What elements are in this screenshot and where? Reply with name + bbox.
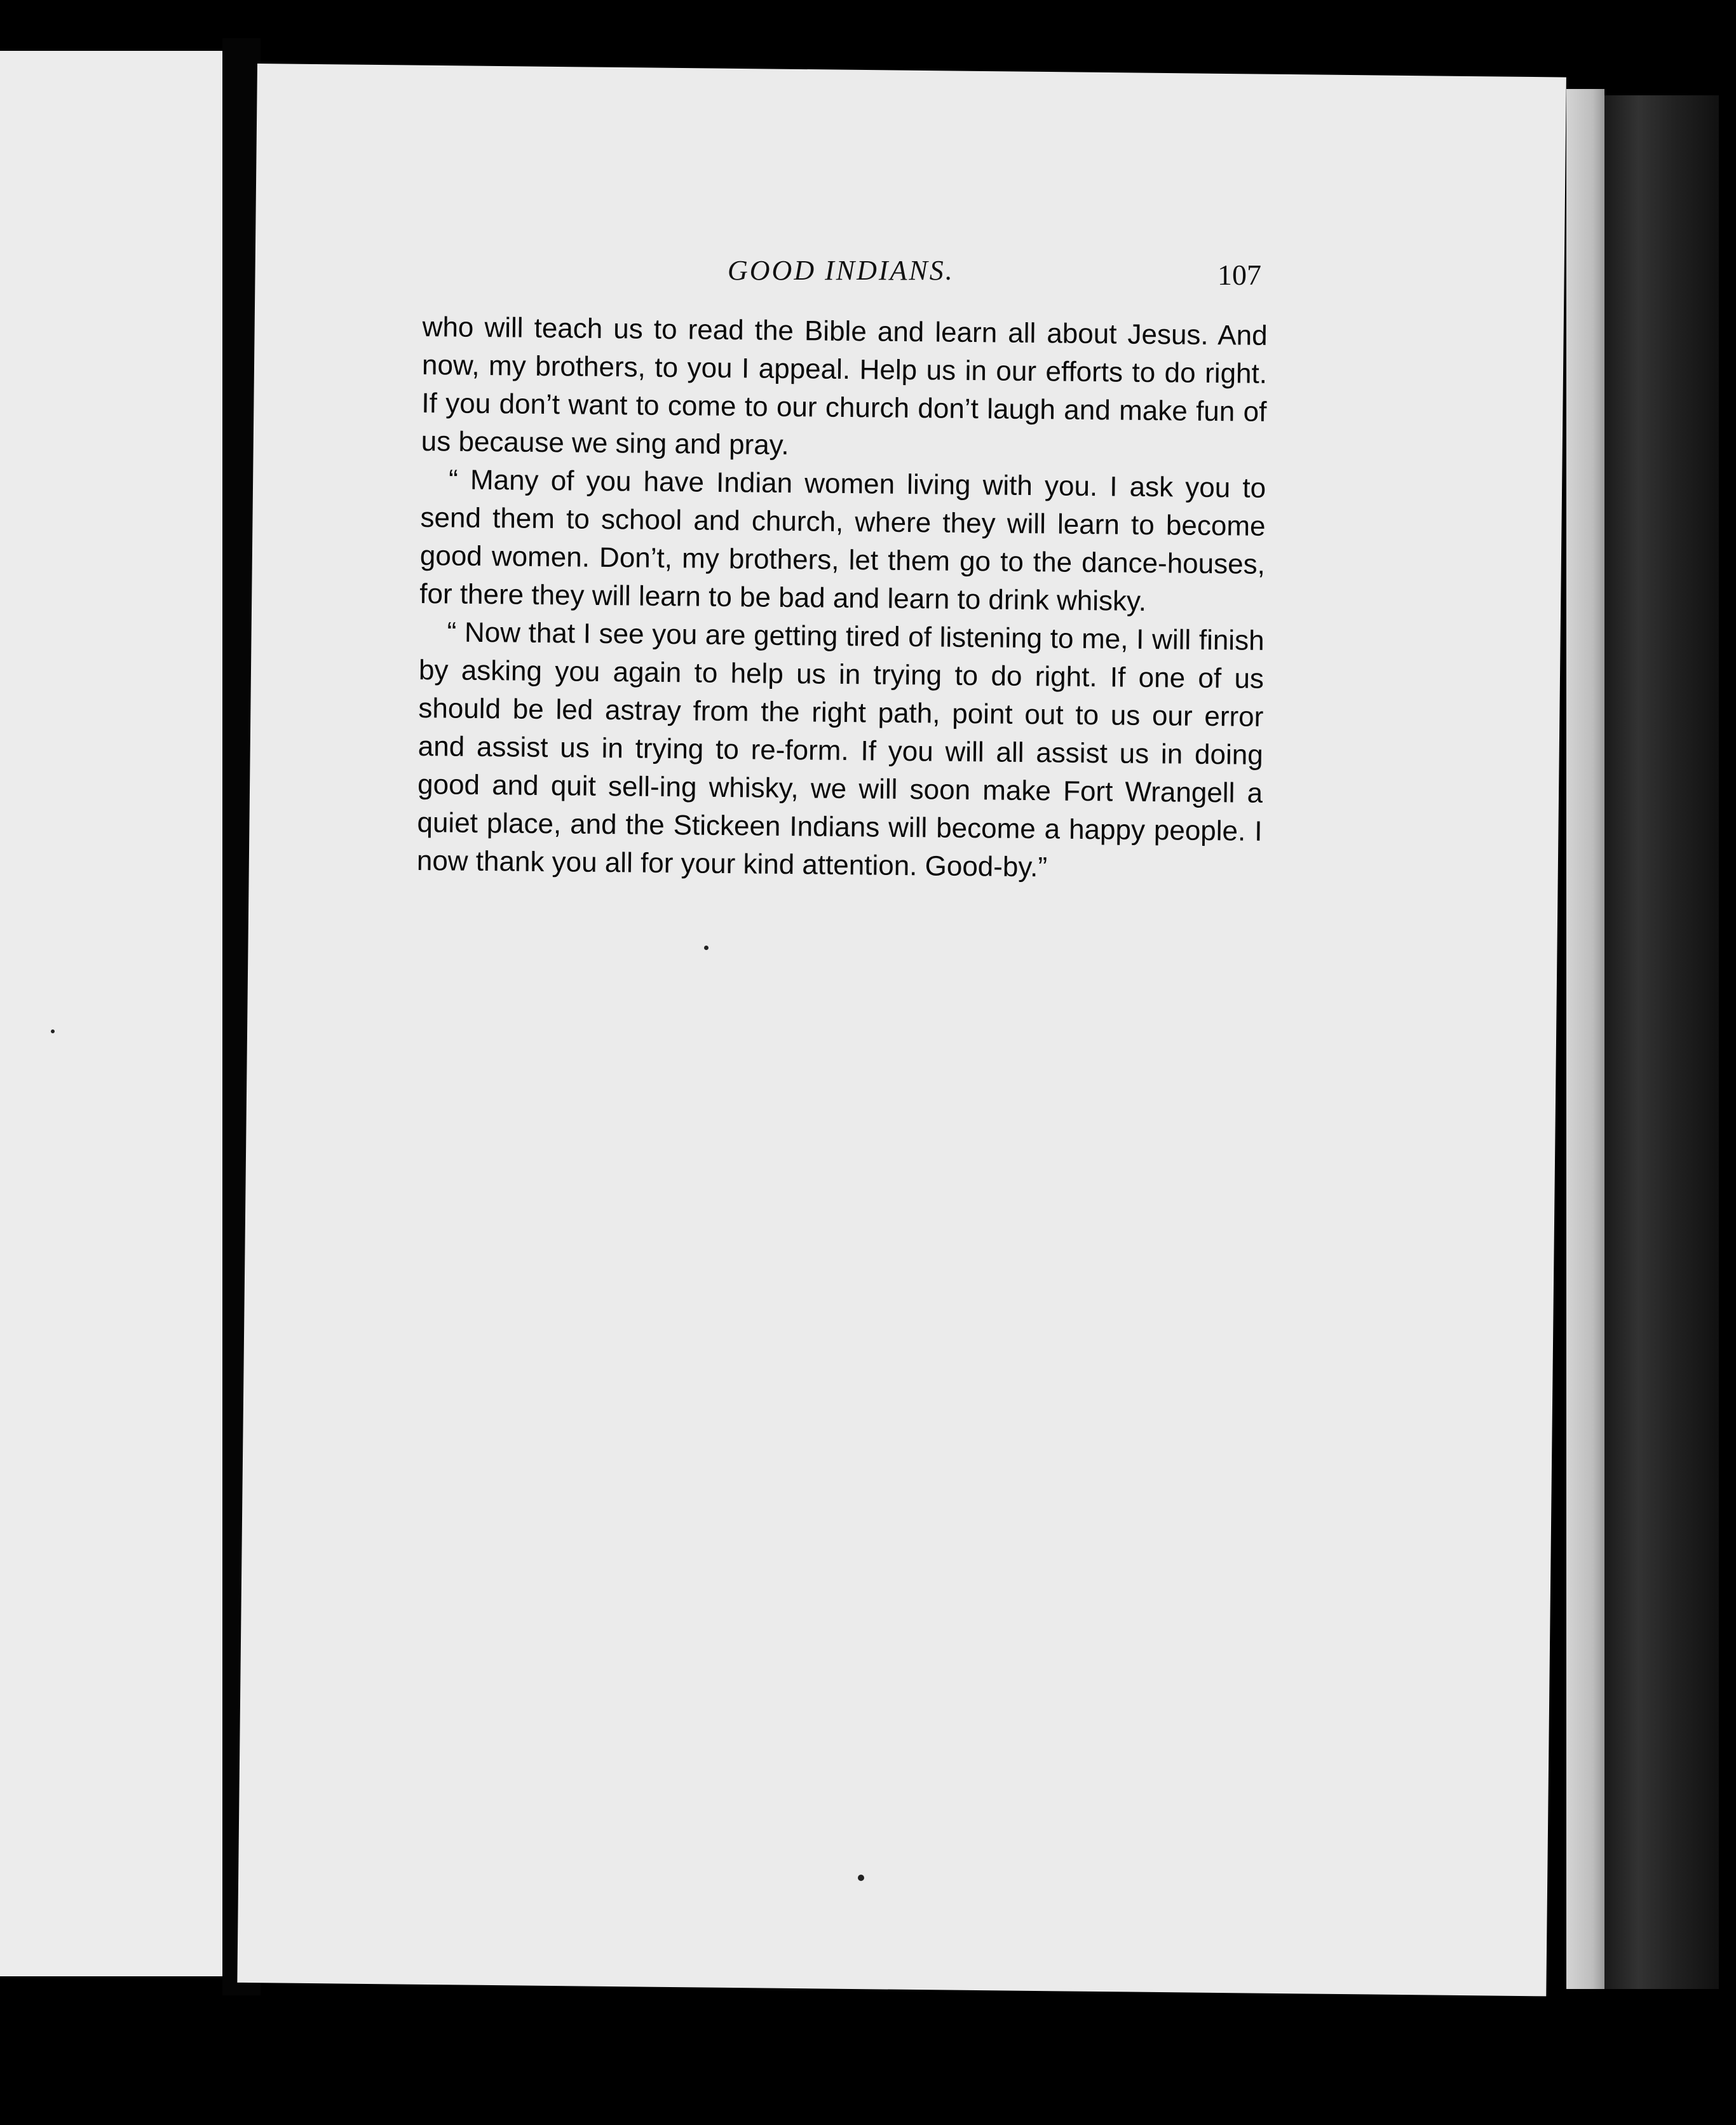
- paragraph: who will teach us to read the Bible and learn all about Jesus. And now, my brothers, to you I appeal. Help us in our efforts to do right. If you don’t want to come to our church don’t laugh and make fun of us because we sing and pray.: [421, 311, 1268, 461]
- page-number: 107: [1217, 259, 1261, 291]
- paragraph: “ Now that I see you are getting tired of listening to me, I will finish by asking you again to help us in trying to do right. If one of us should be led astray from the right path, point out to us our error and assist us in trying to re-form. If you will all assist us in doing good and quit sell-ing whisky, we will soon make Fort Wrangell a quiet place, and the Stickeen Indians will become a happy people. I now thank you all for your kind attention. Good-by.”: [416, 616, 1265, 883]
- page-edge: [1566, 89, 1604, 1989]
- print-speck: [858, 1875, 864, 1881]
- paragraph: “ Many of you have Indian women living with you. I ask you to send them to school and church, where they will learn to become good women. Don’t, my brothers, let them go to the dance-houses, for there they will learn to be bad and learn to drink whisky.: [419, 464, 1266, 617]
- body-text: [417, 308, 1268, 889]
- print-speck: [51, 1029, 55, 1033]
- book-binding: [1604, 95, 1719, 1989]
- header-title: GOOD INDIANS.: [728, 255, 954, 286]
- facing-page-left: [0, 51, 222, 1976]
- running-head: [467, 254, 1261, 299]
- print-speck: [704, 946, 709, 950]
